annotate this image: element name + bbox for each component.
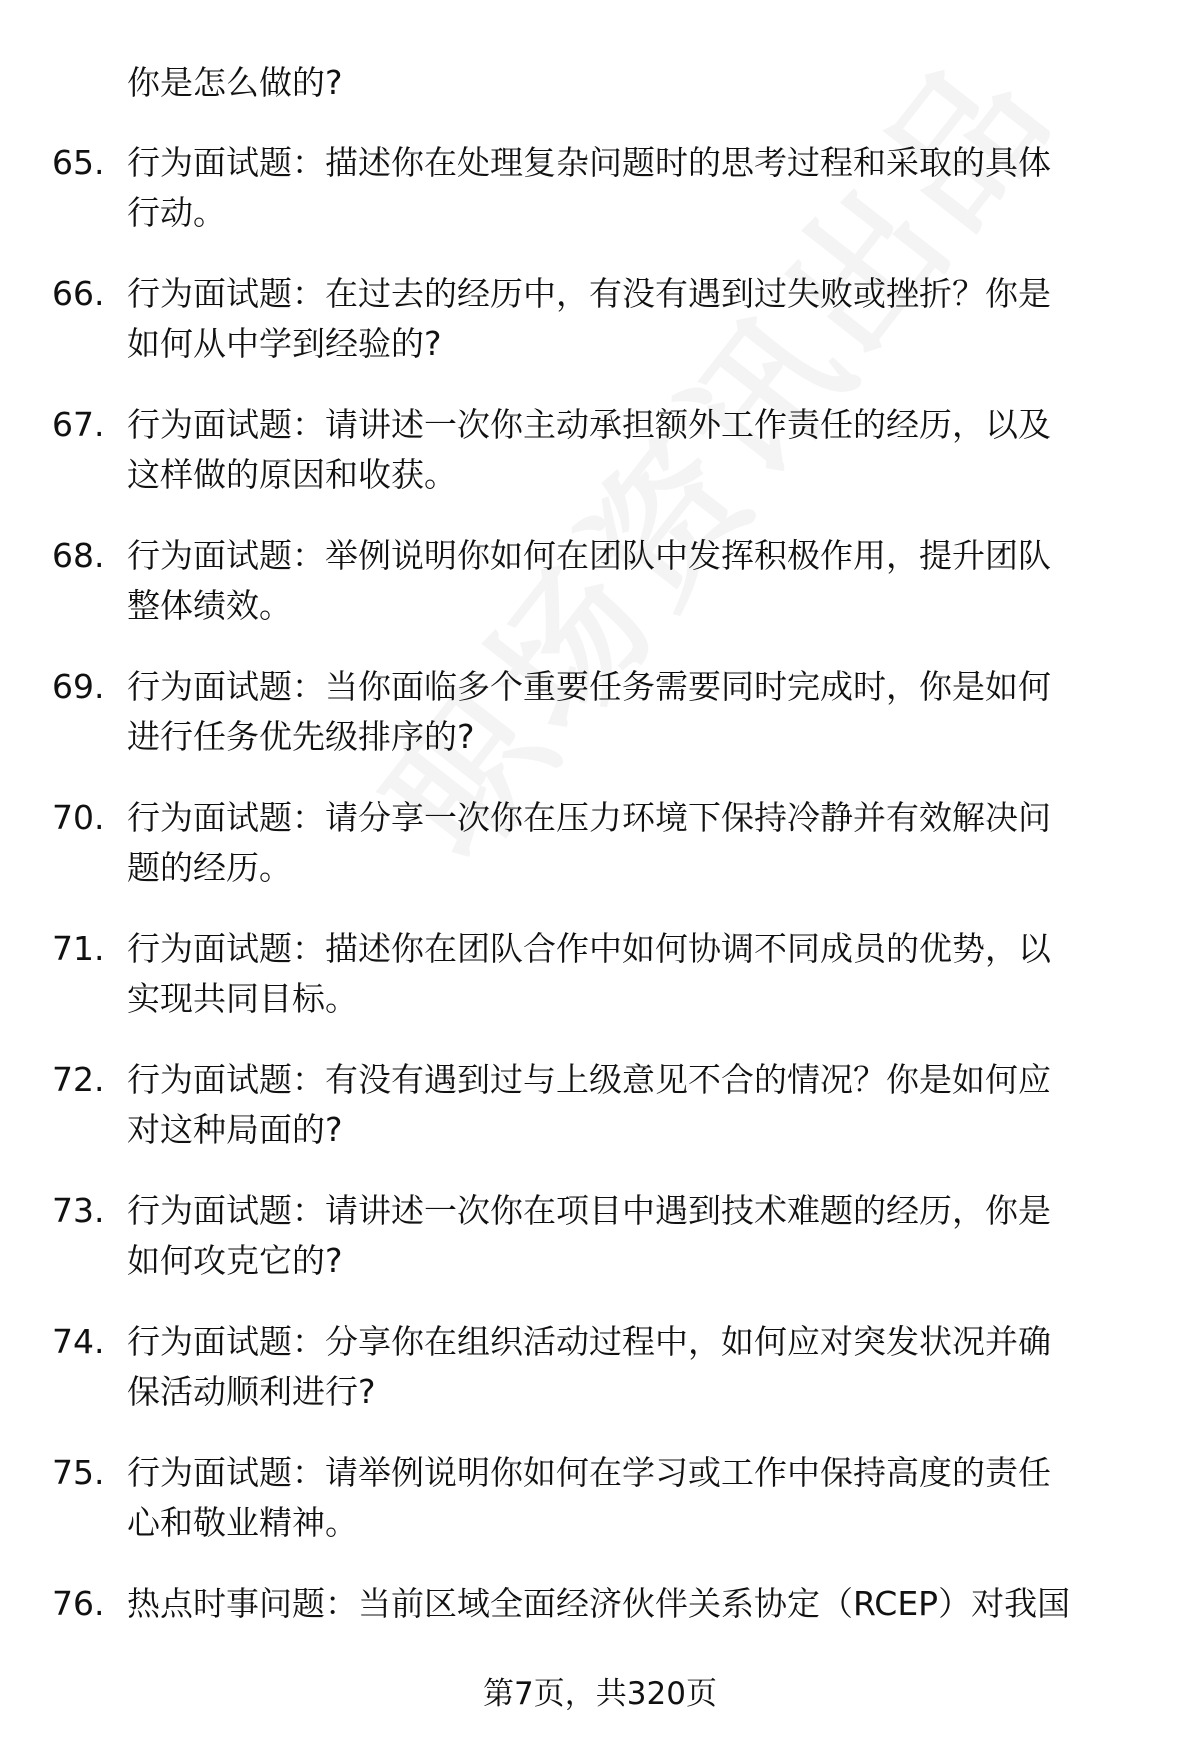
item-text: [127, 400, 1147, 500]
list-item: [0, 138, 1200, 269]
item-text: [127, 1317, 1147, 1417]
item-text: [127, 138, 1147, 238]
item-number: 72.: [52, 1060, 105, 1099]
question-list: [0, 138, 1200, 1710]
list-item: [0, 662, 1200, 793]
item-text-line: 行为面试题：在过去的经历中，有没有遇到过失败或挫折？你是: [127, 274, 1051, 313]
item-text: [127, 924, 1147, 1024]
item-text-line: 行为面试题：有没有遇到过与上级意见不合的情况？你是如何应: [127, 1060, 1051, 1099]
item-text: [127, 269, 1147, 369]
item-number: 68.: [52, 536, 105, 575]
list-item: [0, 1055, 1200, 1186]
item-number: 70.: [52, 798, 105, 837]
item-text-line: 保活动顺利进行?: [127, 1372, 376, 1411]
list-item: [0, 400, 1200, 531]
item-text-line: 题的经历。: [127, 848, 292, 887]
continuation-text: 你是怎么做的?: [127, 63, 343, 102]
list-item: [0, 531, 1200, 662]
item-text-line: 行为面试题：分享你在组织活动过程中，如何应对突发状况并确: [127, 1322, 1051, 1361]
item-text-line: 行为面试题：描述你在处理复杂问题时的思考过程和采取的具体: [127, 143, 1051, 182]
item-text-line: 行为面试题：请讲述一次你在项目中遇到技术难题的经历，你是: [127, 1191, 1051, 1230]
item-text: [127, 1055, 1147, 1155]
item-text: [127, 1579, 1147, 1629]
page-number-footer: 第7页，共320页: [483, 1676, 717, 1712]
item-text-line: 行为面试题：请讲述一次你主动承担额外工作责任的经历，以及: [127, 405, 1051, 444]
list-item: [0, 1317, 1200, 1448]
item-text-line: 对这种局面的?: [127, 1110, 343, 1149]
item-text-line: 如何从中学到经验的?: [127, 324, 442, 363]
item-text-line: 行为面试题：请举例说明你如何在学习或工作中保持高度的责任: [127, 1453, 1051, 1492]
item-text-line: 热点时事问题：当前区域全面经济伙伴关系协定（RCEP）对我国: [127, 1584, 1071, 1623]
list-item: [0, 793, 1200, 924]
item-number: 71.: [52, 929, 105, 968]
item-text-line: 行为面试题：举例说明你如何在团队中发挥积极作用，提升团队: [127, 536, 1051, 575]
list-item: [0, 269, 1200, 400]
item-text-line: 行动。: [127, 193, 226, 232]
item-text: [127, 1186, 1147, 1286]
item-text-line: 进行任务优先级排序的?: [127, 717, 475, 756]
item-text: [127, 531, 1147, 631]
item-text: [127, 662, 1147, 762]
item-text-line: 这样做的原因和收获。: [127, 455, 457, 494]
item-text: [127, 1448, 1147, 1548]
item-text-line: 心和敬业精神。: [127, 1503, 358, 1542]
list-item: [0, 1186, 1200, 1317]
item-text-line: 整体绩效。: [127, 586, 292, 625]
item-text-line: 行为面试题：当你面临多个重要任务需要同时完成时，你是如何: [127, 667, 1051, 706]
list-item: [0, 1448, 1200, 1579]
item-number: 67.: [52, 405, 105, 444]
item-number: 74.: [52, 1322, 105, 1361]
item-text: [127, 793, 1147, 893]
item-text-line: 如何攻克它的?: [127, 1241, 343, 1280]
item-number: 65.: [52, 143, 105, 182]
item-number: 66.: [52, 274, 105, 313]
list-item: [0, 924, 1200, 1055]
item-number: 69.: [52, 667, 105, 706]
item-text-line: 行为面试题：描述你在团队合作中如何协调不同成员的优势，以: [127, 929, 1051, 968]
item-number: 76.: [52, 1584, 105, 1623]
item-text-line: 实现共同目标。: [127, 979, 358, 1018]
item-number: 75.: [52, 1453, 105, 1492]
item-text-line: 行为面试题：请分享一次你在压力环境下保持冷静并有效解决问: [127, 798, 1051, 837]
item-number: 73.: [52, 1191, 105, 1230]
